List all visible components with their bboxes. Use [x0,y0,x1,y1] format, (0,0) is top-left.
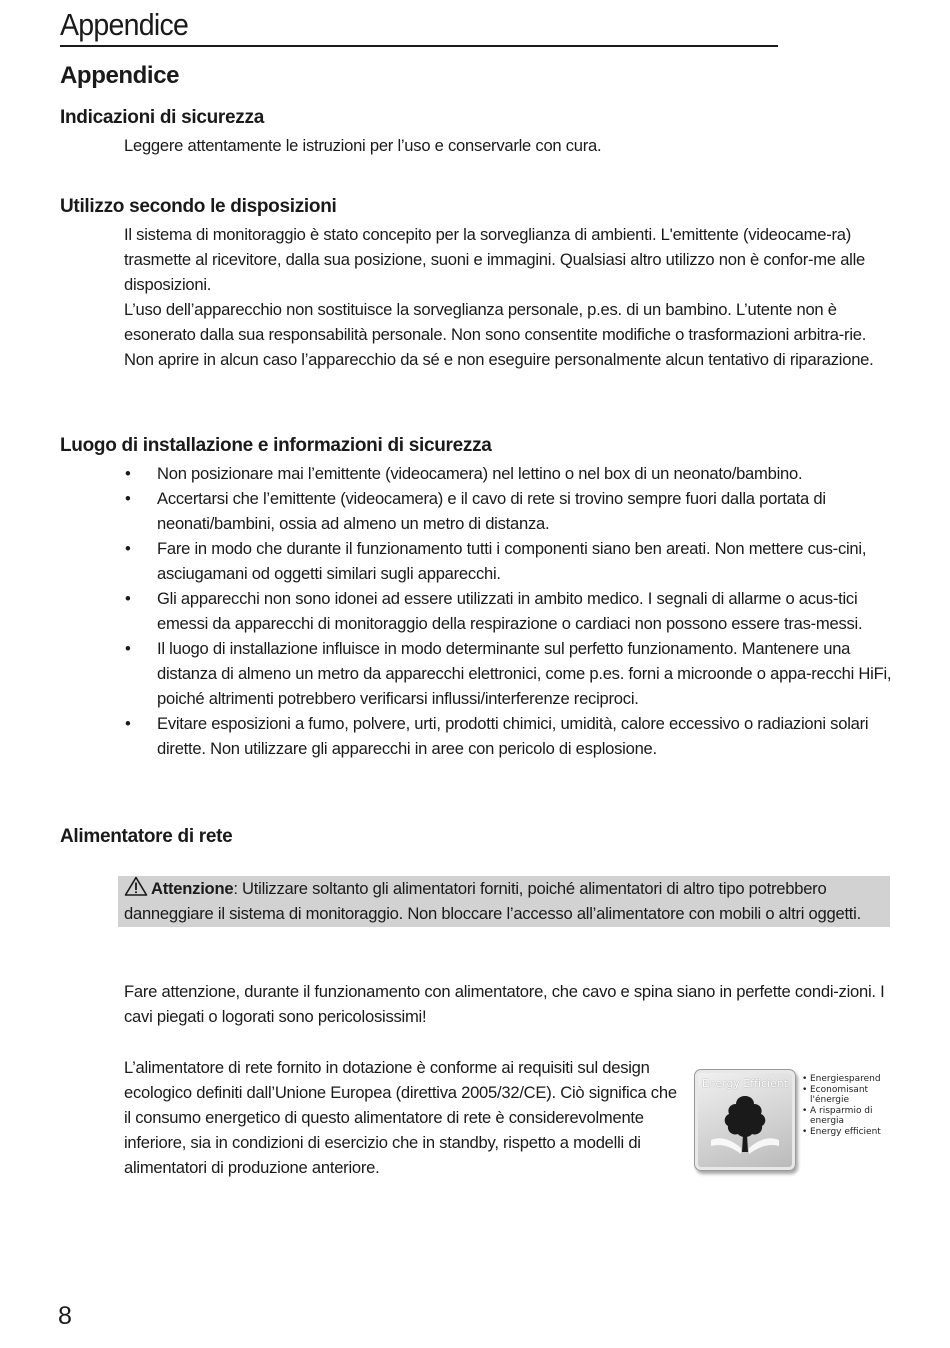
page-number: 8 [58,1302,72,1330]
warning-box [118,876,890,927]
warning-triangle-icon [124,876,148,896]
warning-text: : Utilizzare soltanto gli alimentatori forniti, poiché alimentatori di altro tipo potrebbero danneggiare il sistema di monitoraggio. Non bloccare l’accesso all’alimentatore con mobili o altri oggetti. [124,879,861,923]
power-supply-note [124,979,892,1029]
energy-list-item: • Energiesparend [802,1074,888,1084]
section-heading-power-supply: Alimentatore di rete [60,826,233,847]
list-item [124,636,892,711]
tree-icon [705,1090,785,1164]
section-heading-intended-use: Utilizzo secondo le disposizioni [60,196,337,217]
bullet-icon: • [125,714,131,733]
intended-use-paragraph-2: L’uso dell’apparecchio non sostituisce la sorveglianza personale, p.es. di un bambino. L’utente non è esonerato dalla sua responsabilità personale. Non sono consentite modifiche o trasformazioni arbitra-rie. Non aprire in alcun caso l’apparecchio da sé e non eseguire personalmente alcun tentativo di riparazione. [124,300,874,369]
power-supply-note-paragraph: Fare attenzione, durante il funzionamento con alimentatore, che cavo e spina siano in perfette condi-zioni. I cavi piegati o logorati sono pericolosissimi! [124,982,885,1026]
energy-logo-label: Energy Efficient [701,1078,789,1090]
bullet-icon: • [125,539,131,558]
energy-list-item: • Energy efficient [802,1127,888,1137]
intended-use-paragraph-1: Il sistema di monitoraggio è stato concepito per la sorveglianza di ambienti. L'emittente (videocame-ra) trasmette al ricevitore, dalla sua posizione, suoni e immagini. Qualsiasi altro utilizzo non è confor-me alle disposizioni. [124,225,866,294]
list-item [124,536,892,586]
list-item-text: Il luogo di installazione influisce in modo determinante sul perfetto funzionamento. Mantenere una distanza di almeno un metro da apparecchi elettronici, come p.es. forni a microonde o appa-recchi HiFi, poiché altrimenti potrebbero verificarsi influssi/interferenze reciproci. [157,639,892,708]
section-heading-safety: Indicazioni di sicurezza [60,107,264,128]
safety-text [124,133,892,158]
energy-efficient-list [802,1074,888,1138]
bullet-icon: • [125,489,131,508]
page-title: Appendice [60,62,180,89]
list-item [124,461,892,486]
energy-list-item: • A risparmio di energia [802,1106,888,1126]
safety-paragraph: Leggere attentamente le istruzioni per l’uso e conservarle con cura. [124,136,602,155]
list-item-text: Gli apparecchi non sono idonei ad essere utilizzati in ambito medico. I segnali di allarme o acus-tici emessi da apparecchi di monitoraggio della respirazione o cardiaci non possono essere tras-messi. [157,589,863,633]
energy-efficient-logo [694,1069,796,1171]
energy-list-item: • Economisant l'énergie [802,1085,888,1105]
bullet-icon: • [125,639,131,658]
section-heading-installation: Luogo di installazione e informazioni di sicurezza [60,435,492,456]
list-item-text: Accertarsi che l’emittente (videocamera) e il cavo di rete si trovino sempre fuori dalla portata di neonati/bambini, ossia ad almeno un metro di distanza. [157,489,826,533]
running-header [60,6,778,47]
list-item-text: Fare in modo che durante il funzionamento tutti i componenti siano ben areati. Non mettere cus-cini, asciugamani od oggetti similari sugli apparecchi. [157,539,867,583]
list-item [124,486,892,536]
installation-bullet-list [124,461,892,761]
list-item-text: Non posizionare mai l’emittente (videocamera) nel lettino o nel box di un neonato/bambino. [157,464,803,483]
intended-use-text [124,222,892,372]
list-item [124,586,892,636]
running-header-title: Appendice [60,7,189,42]
list-item [124,711,892,761]
list-item-text: Evitare esposizioni a fumo, polvere, urti, prodotti chimici, umidità, calore eccessivo o radiazioni solari dirette. Non utilizzare gli apparecchi in aree con pericolo di esplosione. [157,714,869,758]
bullet-icon: • [125,464,131,483]
warning-label: Attenzione [151,879,234,898]
bullet-icon: • [125,589,131,608]
eco-design-paragraph: L’alimentatore di rete fornito in dotazione è conforme ai requisiti sul design ecologico definiti dall’Unione Europea (direttiva 2005/32/CE). Ciò significa che il consumo energetico di questo alimentatore di rete è considerevolmente inferiore, sia in condizioni di esercizio che in standby, rispetto a modelli di alimentatori di produzione anteriore. [124,1058,677,1177]
